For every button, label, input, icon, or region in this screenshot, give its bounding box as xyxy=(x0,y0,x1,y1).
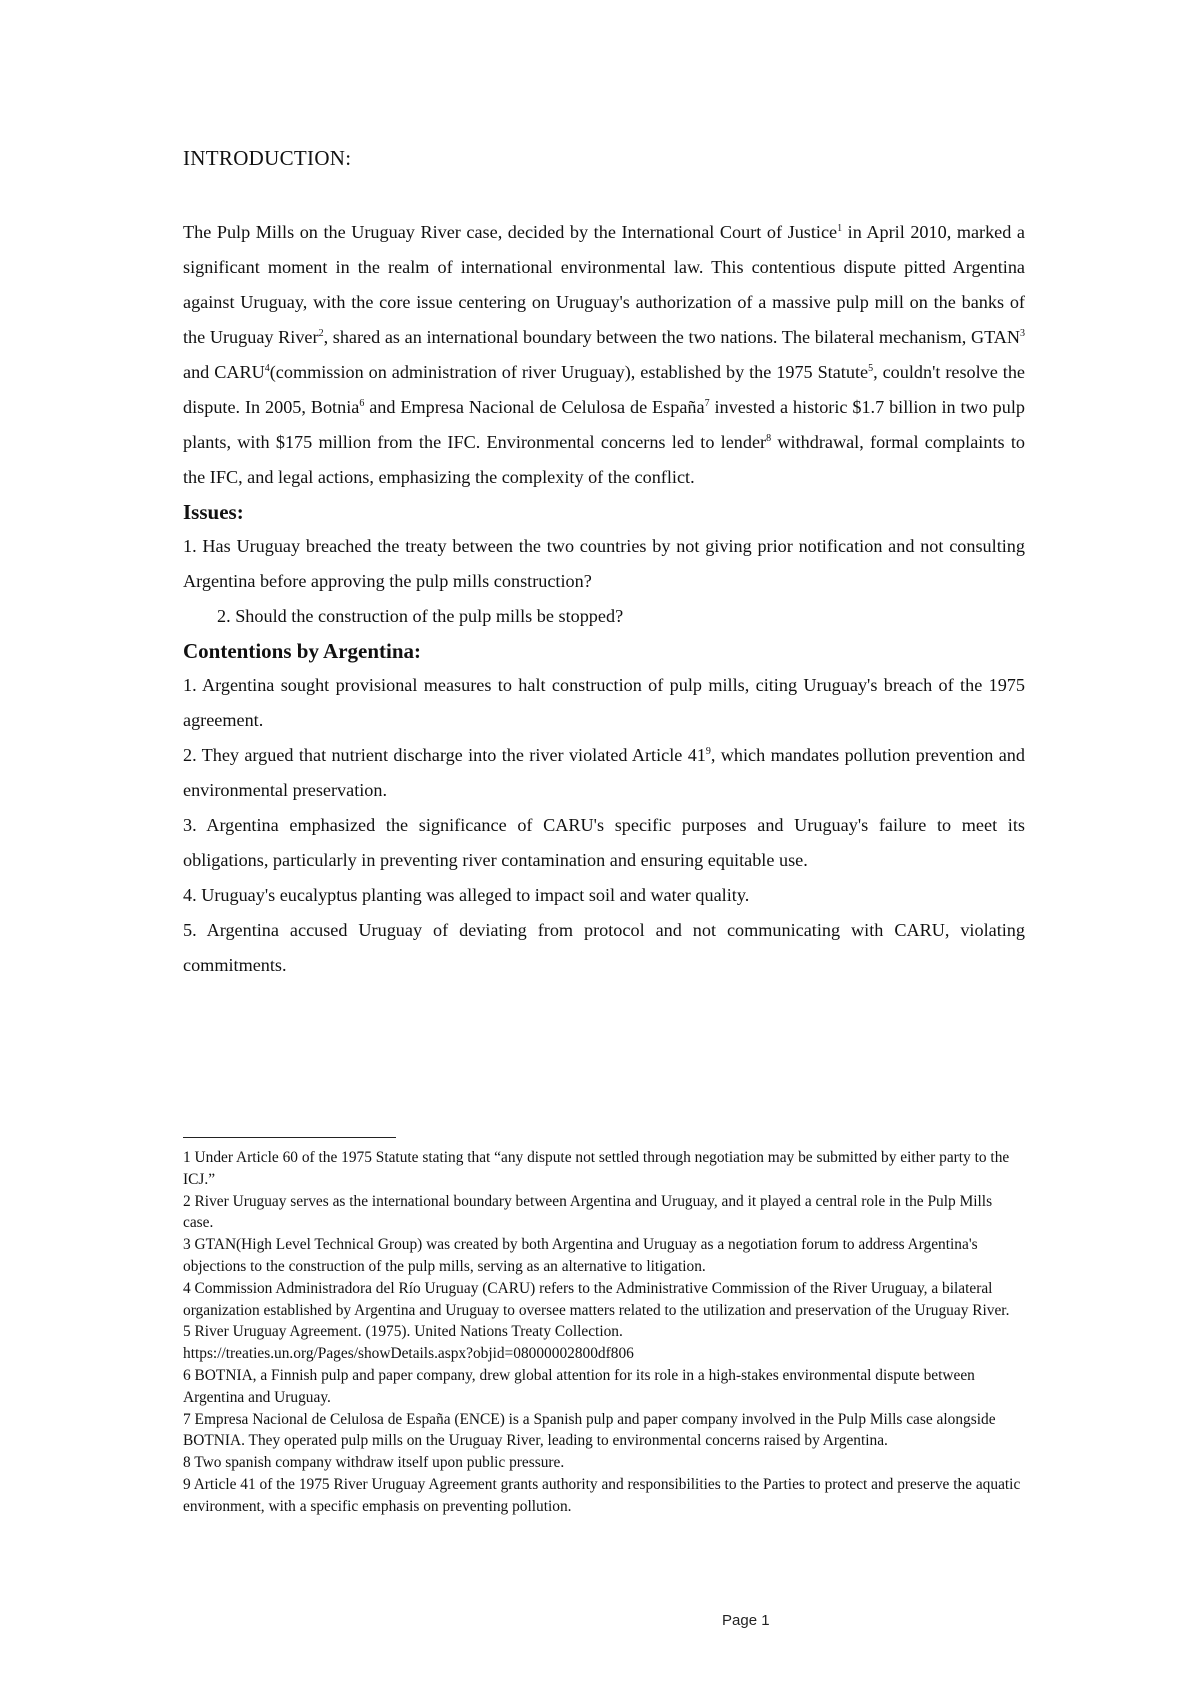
footnote: 3 GTAN(High Level Technical Group) was created by both Argentina and Uruguay as a negotiation forum to address Argentina's objections to the construction of the pulp mills, serving as an alternative to litigation. xyxy=(183,1236,978,1275)
contention-item: 1. Argentina sought provisional measures to halt construction of pulp mills, citing Uruguay's breach of the 1975 agreement. xyxy=(183,675,1025,730)
issue-item: 1. Has Uruguay breached the treaty between the two countries by not giving prior notification and not consulting Argentina before approving the pulp mills construction? xyxy=(183,536,1025,591)
footnote: 8 Two spanish company withdraw itself upon public pressure. xyxy=(183,1454,565,1472)
footnote-ref-3: 3 xyxy=(1020,328,1026,339)
issues-heading: Issues: xyxy=(183,500,244,524)
footnote-ref-4: 4 xyxy=(264,363,270,374)
contentions-heading: Contentions by Argentina: xyxy=(183,639,422,663)
footnote-ref-6: 6 xyxy=(359,398,365,409)
intro-text: in April 2010, marked a significant moment in the realm of international environmental law. This contentious dispute pitted Argentina against Uruguay, with the core issue centering on Uruguay's authorization of a massive pulp mill on the banks of the Uruguay River xyxy=(183,222,1025,347)
page-number: Page 1 xyxy=(722,1612,770,1629)
footnotes xyxy=(183,1147,1025,1518)
footnote-ref-8: 8 xyxy=(766,433,772,444)
footnote-ref-7: 7 xyxy=(704,398,710,409)
footnote: 5 River Uruguay Agreement. (1975). United Nations Treaty Collection. xyxy=(183,1323,623,1341)
intro-text: The Pulp Mills on the Uruguay River case, decided by the International Court of Justice xyxy=(183,222,838,242)
contention-text: 2. They argued that nutrient discharge into the river violated Article 41 xyxy=(183,745,706,765)
main-content xyxy=(183,146,1025,983)
contention-item: 4. Uruguay's eucalyptus planting was alleged to impact soil and water quality. xyxy=(183,885,750,905)
contention-text: , which mandates pollution prevention and environmental preservation. xyxy=(183,745,1025,800)
footnote: 2 River Uruguay serves as the international boundary between Argentina and Uruguay, and it played a central role in the Pulp Mills case. xyxy=(183,1192,993,1232)
intro-text: (commission on administration of river Uruguay), established by the 1975 Statute xyxy=(269,362,869,382)
footnote: 9 Article 41 of the 1975 River Uruguay Agreement grants authority and responsibilities to the Parties to protect and preserve the aquatic environment, with a specific emphasis on preventing pollution. xyxy=(183,1475,1021,1515)
contention-item: 3. Argentina emphasized the significance of CARU's specific purposes and Uruguay's failure to meet its obligations, particularly in preventing river contamination and ensuring equitable use. xyxy=(183,815,1025,870)
footnote: 4 Commission Administradora del Río Uruguay (CARU) refers to the Administrative Commission of the River Uruguay, a bilateral organization established by Argentina and Uruguay to oversee matters related to the utilization and preservation of the Uruguay River. xyxy=(183,1279,1010,1319)
footnote-ref-5: 5 xyxy=(868,363,874,374)
introduction-paragraph xyxy=(183,215,1025,495)
intro-text: withdrawal, formal complaints to the IFC, and legal actions, emphasizing the complexity of the conflict. xyxy=(183,432,1025,487)
intro-text: , couldn't resolve the dispute. In 2005, Botnia xyxy=(183,362,1025,417)
intro-text: invested a historic $1.7 billion in two pulp plants, with $175 million from the IFC. Environmental concerns led to lender xyxy=(183,397,1025,452)
contention-item xyxy=(183,738,1025,808)
contention-item: 5. Argentina accused Uruguay of deviating from protocol and not communicating with CARU, violating commitments. xyxy=(183,920,1025,975)
issue-item: 2. Should the construction of the pulp mills be stopped? xyxy=(217,606,624,626)
footnote-ref-1: 1 xyxy=(837,223,843,234)
footnote: 7 Empresa Nacional de Celulosa de España (ENCE) is a Spanish pulp and paper company involved in the Pulp Mills case alongside BOTNIA. They operated pulp mills on the Uruguay River, leading to environmental concerns raised by Argentina. xyxy=(183,1410,996,1450)
footnote-ref-2: 2 xyxy=(318,328,324,339)
footnote: 6 BOTNIA, a Finnish pulp and paper company, drew global attention for its role in a high-stakes environmental dispute between Argentina and Uruguay. xyxy=(183,1366,975,1406)
footnote: 1 Under Article 60 of the 1975 Statute stating that “any dispute not settled through negotiation may be submitted by either party to the ICJ.” xyxy=(183,1149,1010,1188)
footnote-divider xyxy=(183,1137,396,1138)
intro-text: and CARU xyxy=(183,362,265,382)
footnote-ref-9: 9 xyxy=(705,746,711,757)
introduction-heading: INTRODUCTION: xyxy=(183,146,352,170)
intro-text: , shared as an international boundary between the two nations. The bilateral mechanism, GTAN xyxy=(323,327,1021,347)
intro-text: and Empresa Nacional de Celulosa de España xyxy=(364,397,705,417)
footnote-link[interactable]: https://treaties.un.org/Pages/showDetails.aspx?objid=08000002800df806 xyxy=(183,1345,634,1363)
